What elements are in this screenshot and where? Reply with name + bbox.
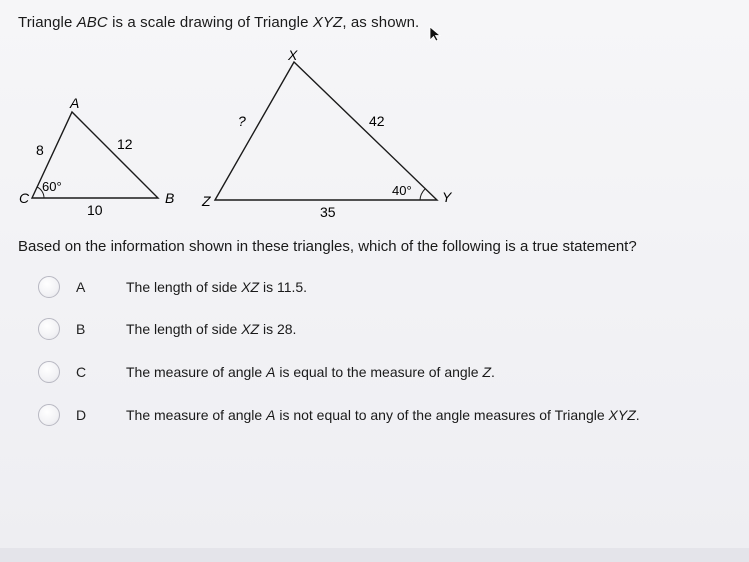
angle-y-label: 40° bbox=[392, 183, 412, 198]
side-cb-label: 10 bbox=[87, 202, 103, 218]
choice-a-letter: A bbox=[76, 279, 86, 295]
choice-d[interactable] bbox=[38, 404, 718, 432]
choice-c-letter: C bbox=[76, 364, 87, 380]
choice-d-letter: D bbox=[76, 407, 87, 423]
choice-a[interactable] bbox=[38, 276, 718, 304]
intro-triangle-xyz: XYZ bbox=[312, 14, 343, 31]
side-zx-label: ? bbox=[238, 113, 246, 129]
choice-a-radio[interactable] bbox=[38, 276, 60, 298]
choice-a-text bbox=[126, 279, 307, 295]
choice-c-var-2: Z bbox=[482, 364, 492, 380]
choice-d-var-2: XYZ bbox=[608, 407, 636, 423]
choice-c-text-2: is equal to the measure of angle bbox=[275, 364, 483, 380]
choice-c-text bbox=[126, 364, 495, 380]
intro-prefix: Triangle bbox=[18, 14, 77, 31]
vertex-a-label: A bbox=[70, 95, 80, 111]
choice-d-var-1: A bbox=[266, 407, 276, 423]
choice-b-text-1: The length of side bbox=[126, 321, 242, 337]
choice-c-radio[interactable] bbox=[38, 361, 60, 383]
choice-b-text bbox=[126, 321, 296, 337]
intro-suffix: , as shown. bbox=[342, 14, 420, 31]
side-xy-label: 42 bbox=[369, 113, 385, 129]
vertex-x-label: X bbox=[288, 47, 298, 63]
triangle-abc bbox=[19, 95, 174, 218]
choice-d-radio[interactable] bbox=[38, 404, 60, 426]
choice-b-radio[interactable] bbox=[38, 318, 60, 340]
question-prompt: Based on the information shown in these triangles, which of the following is a true statement? bbox=[18, 238, 637, 255]
question-intro bbox=[18, 14, 419, 31]
angle-y-arc bbox=[420, 189, 425, 200]
choice-c[interactable] bbox=[38, 361, 718, 389]
vertex-c-label: C bbox=[19, 190, 30, 206]
side-ab-label: 12 bbox=[117, 136, 133, 152]
vertex-y-label: Y bbox=[442, 189, 452, 205]
choice-b[interactable] bbox=[38, 318, 718, 346]
bottom-edge bbox=[0, 548, 749, 562]
choice-b-text-2: is 28. bbox=[259, 321, 297, 337]
triangle-xyz-shape bbox=[215, 62, 437, 200]
choice-c-var-1: A bbox=[266, 364, 276, 380]
choice-b-letter: B bbox=[76, 321, 86, 337]
side-zy-label: 35 bbox=[320, 204, 336, 220]
vertex-b-label: B bbox=[165, 190, 175, 206]
vertex-z-label: Z bbox=[202, 193, 211, 209]
choice-c-text-1: The measure of angle bbox=[126, 364, 267, 380]
choice-d-text-1: The measure of angle bbox=[126, 407, 267, 423]
intro-triangle-abc: ABC bbox=[76, 14, 108, 31]
triangle-xyz bbox=[201, 47, 453, 220]
intro-middle: is a scale drawing of Triangle bbox=[107, 14, 313, 31]
choice-d-text-3: . bbox=[635, 407, 640, 423]
choice-b-var-1: XZ bbox=[241, 321, 260, 337]
choice-a-text-2: is 11.5. bbox=[259, 279, 308, 295]
choice-c-text-3: . bbox=[491, 364, 495, 380]
choice-d-text-2: is not equal to any of the angle measures of Triangle bbox=[275, 407, 609, 423]
side-ca-label: 8 bbox=[36, 142, 44, 158]
angle-c-label: 60° bbox=[42, 179, 62, 194]
triangles-figure bbox=[0, 40, 749, 230]
choice-a-text-1: The length of side bbox=[126, 279, 242, 295]
choice-d-text bbox=[126, 407, 640, 423]
choice-a-var-1: XZ bbox=[241, 279, 260, 295]
